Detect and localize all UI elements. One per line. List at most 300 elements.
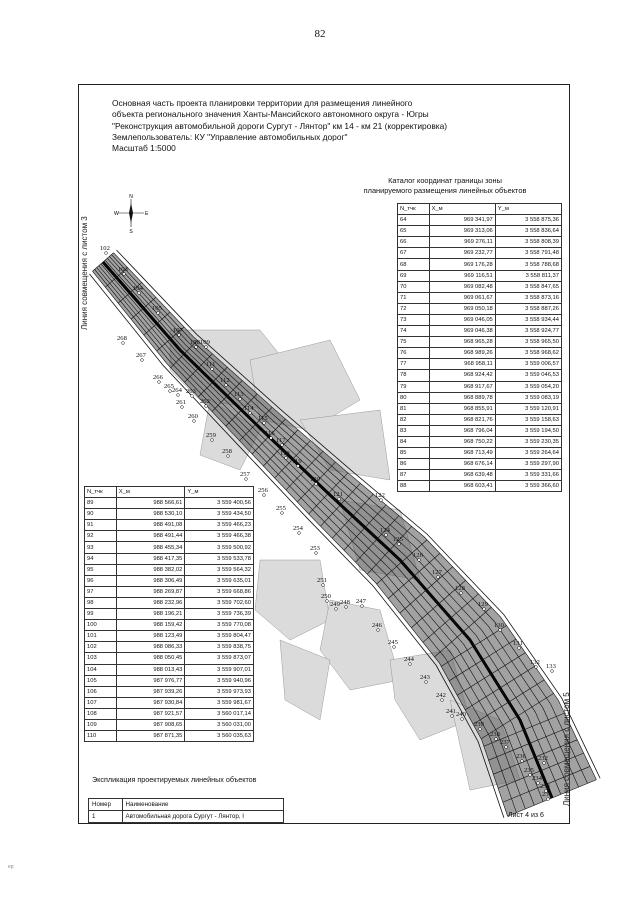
point-marker [518,647,521,650]
match-line-right: Линия совмещения с листом 5 [562,692,571,806]
coord-y: 3 558 791,48 [495,248,561,259]
coord-x: 988 086,33 [116,642,185,653]
sheet-number: Лист 4 из 6 [508,812,544,819]
point-label: 130 [494,622,504,629]
coord-x: 969 061,67 [429,292,495,303]
coord-x: 968 924,42 [429,370,495,381]
table-row [85,653,254,664]
coord-x: 968 917,67 [429,381,495,392]
coord-y: 3 559 973,93 [185,686,254,697]
compass-icon [112,193,150,233]
point-number: 81 [398,403,430,414]
point-marker [297,465,300,468]
coord-y: 3 559 533,78 [185,553,254,564]
coord-y: 3 559 366,60 [495,481,561,492]
coord-y: 3 558 934,44 [495,314,561,325]
coord-y: 3 558 847,65 [495,281,561,292]
coord-y: 3 559 466,38 [185,531,254,542]
coord-x: 969 116,51 [429,270,495,281]
point-number: 79 [398,381,430,392]
point-label: 104 [133,285,143,292]
point-label: 246 [372,622,382,629]
point-number: 109 [85,719,117,730]
compass-e: E [145,211,149,217]
table-row [398,414,562,425]
point-label: 124 [380,527,390,534]
catalog-title-line-2: планируемого размещения линейных объектов [363,185,527,195]
coord-x: 988 123,49 [116,631,185,642]
table-row [85,586,254,597]
coord-y: 3 559 083,19 [495,392,561,403]
point-label: 133 [546,663,556,670]
coord-x: 968 796,04 [429,425,495,436]
point-marker [483,608,486,611]
coord-x: 968 821,76 [429,414,495,425]
point-label: 263 [186,388,196,395]
coord-y: 3 559 434,50 [185,509,254,520]
point-label: 232 [538,755,548,762]
coord-x: 969 046,38 [429,326,495,337]
corner-mark: ep [8,864,14,870]
point-number: 110 [85,731,117,742]
coord-y: 3 558 965,50 [495,337,561,348]
coord-y: 3 558 808,39 [495,237,561,248]
point-label: 127 [432,569,442,576]
point-label: 108 [190,339,200,346]
table-row [398,425,562,436]
compass-s: S [129,229,133,233]
table-row [85,686,254,697]
explication-title: Экспликация проектируемых линейных объектов [92,775,257,784]
table-row [398,436,562,447]
point-marker [315,483,318,486]
table-row [85,509,254,520]
point-marker [409,663,412,666]
point-marker [460,592,463,595]
point-label: 248 [340,599,350,606]
point-marker [335,608,338,611]
point-number: 93 [85,542,117,553]
col-n: N_тчк [398,204,430,215]
table-row [398,470,562,481]
point-number: 90 [85,509,117,520]
point-marker [157,312,160,315]
point-marker [169,390,172,393]
point-label: 268 [117,335,127,342]
point-marker [479,728,482,731]
coord-x: 968 965,28 [429,337,495,348]
point-number: 71 [398,292,430,303]
table-row [85,564,254,575]
explication-table [88,798,284,823]
table-row [398,259,562,270]
coordinates-table-right [397,203,562,492]
catalog-title [345,176,545,195]
coord-x: 968 750,22 [429,436,495,447]
col-x: X_м [116,487,185,498]
point-number: 87 [398,470,430,481]
point-label: 105 [152,305,162,312]
point-marker [461,718,464,721]
table-row [85,675,254,686]
table-row [398,481,562,492]
point-label: 241 [446,708,456,715]
coord-x: 968 855,91 [429,403,495,414]
point-label: 257 [240,471,250,478]
point-marker [393,646,396,649]
coord-y: 3 559 194,50 [495,425,561,436]
point-label: 117 [276,437,286,444]
point-label: 266 [153,374,163,381]
header-line-3: "Реконструкция автомобильной дороги Сургут - Лянтор" км 14 - км 21 (корректировка) [112,120,448,131]
point-marker [193,420,196,423]
table-row [85,642,254,653]
coord-x: 969 050,18 [429,303,495,314]
point-marker [285,457,288,460]
point-number: 75 [398,337,430,348]
table-row [398,303,562,314]
coord-y: 3 559 702,60 [185,597,254,608]
coord-x: 988 232,96 [116,597,185,608]
table-row [398,226,562,237]
point-number: 107 [85,697,117,708]
point-number: 101 [85,631,117,642]
table-row [398,370,562,381]
table-row [85,498,254,509]
table-row [398,348,562,359]
point-label: 113 [234,391,244,398]
coord-x: 988 159,42 [116,620,185,631]
point-label: 254 [293,525,303,532]
point-label: 249 [330,601,340,608]
point-number: 91 [85,520,117,531]
table-row [398,403,562,414]
point-marker [499,629,502,632]
coord-y: 3 559 564,32 [185,564,254,575]
coord-y: 3 558 836,64 [495,226,561,237]
coord-y: 3 559 046,53 [495,370,561,381]
point-marker [281,512,284,515]
point-number: 83 [398,425,430,436]
project-header [112,98,522,154]
point-number: 80 [398,392,430,403]
coord-x: 988 491,44 [116,531,185,542]
coord-y: 3 559 981,67 [185,697,254,708]
point-marker [380,499,383,502]
point-number: 106 [85,686,117,697]
point-number: 78 [398,370,430,381]
point-label: 132 [530,659,540,666]
table-row [398,281,562,292]
point-label: 259 [206,432,216,439]
coord-x: 968 603,41 [429,481,495,492]
header-scale: Масштаб 1:5000 [112,143,176,154]
point-number: 104 [85,664,117,675]
point-marker [178,334,181,337]
point-number: 68 [398,259,430,270]
coord-x: 968 713,49 [429,448,495,459]
coord-x: 988 306,49 [116,575,185,586]
header-line-4: Землепользователь: КУ "Управление автомобильных дорог" [112,131,348,142]
coord-y: 3 559 297,90 [495,459,561,470]
coord-y: 3 559 770,08 [185,620,254,631]
table-row [398,314,562,325]
expl-name: Автомобильная дорога Сургут - Лянтор, I [122,811,283,823]
coord-x: 988 455,34 [116,542,185,553]
point-label: 125 [393,536,403,543]
point-marker [211,368,214,371]
point-number: 100 [85,620,117,631]
point-number: 105 [85,675,117,686]
point-marker [263,494,266,497]
table-row [85,553,254,564]
point-number: 89 [85,498,117,509]
coord-x: 988 196,21 [116,609,185,620]
coord-y: 3 558 788,68 [495,259,561,270]
point-label: 235 [524,767,534,774]
point-marker [281,444,284,447]
coord-y: 3 559 120,91 [495,403,561,414]
coord-x: 987 908,65 [116,719,185,730]
point-number: 65 [398,226,430,237]
catalog-title-line-1: Каталог координат границы зоны [388,176,502,185]
table-row [398,326,562,337]
col-y: Y_м [495,204,561,215]
point-marker [298,532,301,535]
coord-x: 969 313,06 [429,226,495,237]
point-label: 126 [413,552,423,559]
coord-x: 968 639,48 [429,470,495,481]
point-label: 121 [333,491,343,498]
coord-y: 3 559 635,01 [185,575,254,586]
coord-x: 968 676,14 [429,459,495,470]
point-marker [418,559,421,562]
point-label: 120 [310,476,320,483]
point-label: 244 [404,656,414,663]
point-marker [326,600,329,603]
point-label: 256 [258,487,268,494]
point-number: 94 [85,553,117,564]
point-marker [315,552,318,555]
coord-y: 3 560 017,14 [185,708,254,719]
table-row [398,392,562,403]
point-label: 255 [276,505,286,512]
table-row [89,811,284,823]
table-row [85,531,254,542]
point-label: 109 [200,339,210,346]
coord-x: 988 382,02 [116,564,185,575]
point-number: 67 [398,248,430,259]
expl-number: 1 [89,811,123,823]
compass-n: N [129,194,133,200]
coord-x: 968 958,11 [429,359,495,370]
point-marker [441,699,444,702]
point-marker [437,576,440,579]
point-marker [263,422,266,425]
point-number: 74 [398,326,430,337]
point-number: 88 [398,481,430,492]
point-number: 73 [398,314,430,325]
point-label: 112 [220,377,230,384]
coord-x: 987 930,84 [116,697,185,708]
expl-col-number: Номер [89,799,123,811]
coord-x: 969 341,97 [429,215,495,226]
point-label: 115 [258,415,268,422]
point-number: 72 [398,303,430,314]
point-marker [322,584,325,587]
coord-x: 987 921,57 [116,708,185,719]
point-marker [245,478,248,481]
point-label: 237 [500,739,510,746]
point-marker [225,384,228,387]
coord-y: 3 558 873,16 [495,292,561,303]
coord-x: 968 889,78 [429,392,495,403]
point-label: 114 [244,405,254,412]
point-label: 119 [292,458,302,465]
point-label: 245 [388,639,398,646]
point-marker [495,738,498,741]
terrain-area [255,560,330,640]
point-marker [451,715,454,718]
col-x: X_м [429,204,495,215]
point-label: 233 [540,783,550,790]
point-number: 86 [398,459,430,470]
coord-y: 3 559 500,92 [185,542,254,553]
table-row [398,292,562,303]
table-row [398,448,562,459]
point-marker [385,534,388,537]
point-label: 234 [532,775,542,782]
point-label: 242 [436,692,446,699]
point-number: 69 [398,270,430,281]
point-number: 98 [85,597,117,608]
point-label: 239 [474,721,484,728]
point-marker [547,798,550,801]
point-label: 243 [420,674,430,681]
table-row [85,697,254,708]
coord-y: 3 559 158,63 [495,414,561,425]
point-number: 70 [398,281,430,292]
point-label: 251 [317,577,327,584]
coord-x: 988 269,87 [116,586,185,597]
col-y: Y_м [185,487,254,498]
point-marker [177,394,180,397]
point-label: 231 [542,791,552,798]
table-row [398,270,562,281]
coord-y: 3 559 006,57 [495,359,561,370]
point-number: 102 [85,642,117,653]
header-line-1: Основная часть проекта планировки территории для размещения линейного [112,98,413,108]
coord-x: 988 013,43 [116,664,185,675]
point-marker [377,629,380,632]
coord-x: 987 976,77 [116,675,185,686]
coord-x: 969 046,05 [429,314,495,325]
point-label: 131 [513,640,523,647]
coord-y: 3 559 736,39 [185,609,254,620]
coord-x: 987 939,26 [116,686,185,697]
table-row [85,620,254,631]
point-marker [398,543,401,546]
point-label: 129 [478,601,488,608]
point-marker [141,359,144,362]
coord-y: 3 559 466,23 [185,520,254,531]
coord-y: 3 558 887,26 [495,303,561,314]
point-number: 76 [398,348,430,359]
coord-x: 987 871,35 [116,731,185,742]
point-label: 264 [172,387,182,394]
point-label: 240 [456,711,466,718]
coord-y: 3 559 668,86 [185,586,254,597]
table-row [398,248,562,259]
point-marker [158,381,161,384]
table-row [398,215,562,226]
coord-y: 3 559 230,35 [495,436,561,447]
point-marker [345,606,348,609]
point-marker [505,746,508,749]
point-number: 92 [85,531,117,542]
point-marker [425,681,428,684]
point-number: 95 [85,564,117,575]
point-label: 250 [321,593,331,600]
coord-y: 3 558 811,37 [495,270,561,281]
point-marker [338,498,341,501]
match-line-left: Линия совмещения с листом 3 [80,216,89,330]
coord-y: 3 560 035,63 [185,731,254,742]
point-label: 128 [455,585,465,592]
coord-x: 988 417,35 [116,553,185,564]
point-marker [227,455,230,458]
table-row [85,575,254,586]
table-row [398,237,562,248]
point-number: 84 [398,436,430,447]
table-row [398,459,562,470]
table-row [85,520,254,531]
coord-x: 988 566,61 [116,498,185,509]
point-marker [239,398,242,401]
coord-y: 3 558 968,62 [495,348,561,359]
point-marker [138,292,141,295]
point-marker [205,346,208,349]
point-marker [105,252,108,255]
point-label: 267 [136,352,146,359]
point-marker [361,605,364,608]
coord-y: 3 559 331,66 [495,470,561,481]
point-marker [181,406,184,409]
point-number: 108 [85,708,117,719]
point-marker [543,762,546,765]
coord-x: 969 176,28 [429,259,495,270]
coord-x: 969 276,11 [429,237,495,248]
coord-y: 3 559 940,96 [185,675,254,686]
table-row [398,337,562,348]
point-marker [205,405,208,408]
coord-y: 3 559 907,01 [185,664,254,675]
expl-col-name: Наименование [122,799,283,811]
point-marker [270,437,273,440]
col-n: N_тчк [85,487,117,498]
coord-x: 968 989,26 [429,348,495,359]
table-row [85,719,254,730]
point-label: 260 [188,413,198,420]
point-label: 258 [222,448,232,455]
point-label: 102 [100,245,110,252]
point-number: 96 [85,575,117,586]
point-number: 66 [398,237,430,248]
coord-y: 3 559 054,20 [495,381,561,392]
point-label: 118 [280,450,290,457]
point-marker [191,395,194,398]
point-number: 97 [85,586,117,597]
